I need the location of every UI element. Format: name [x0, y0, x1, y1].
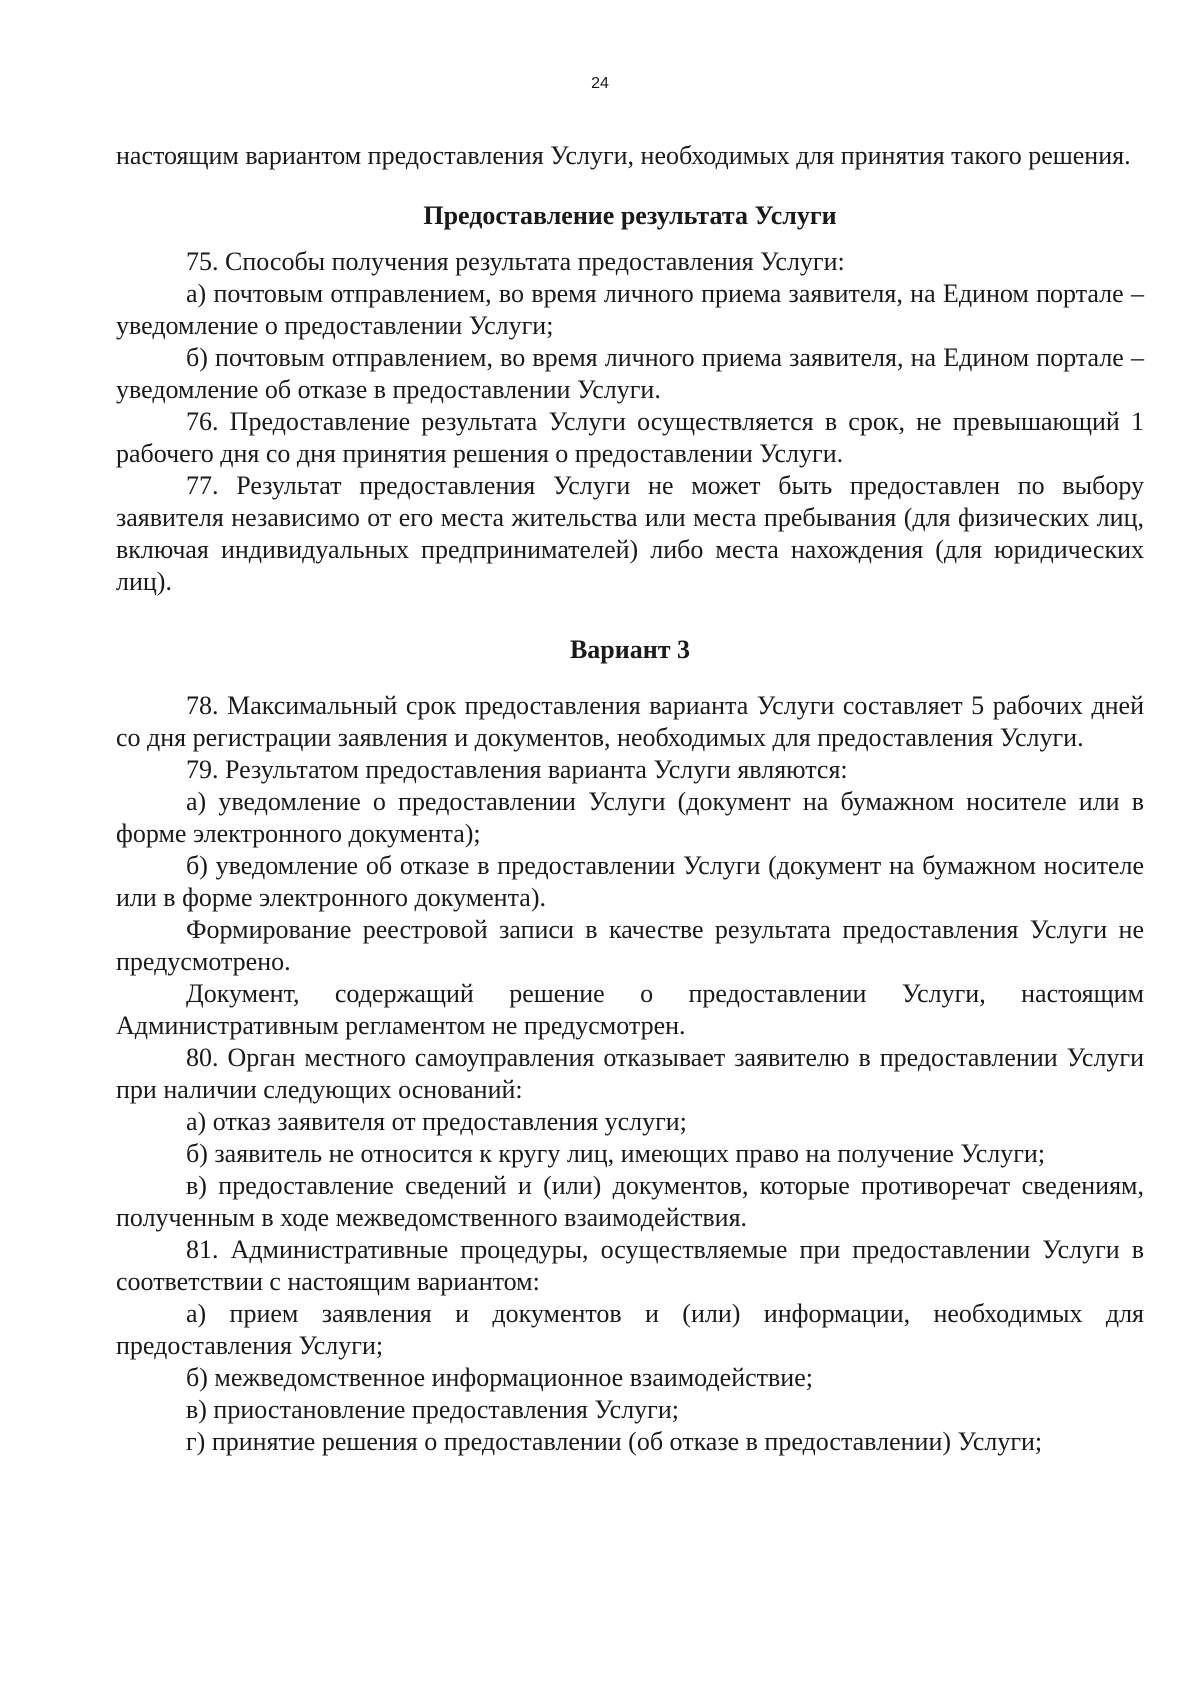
- paragraph-80-b: б) заявитель не относится к кругу лиц, имеющих право на получение Услуги;: [186, 1139, 1046, 1168]
- paragraph-79-b: б) уведомление об отказе в предоставлении Услуги (документ на бумажном носителе или в форме электронного документа).: [116, 851, 1144, 912]
- paragraph-78: 78. Максимальный срок предоставления варианта Услуги составляет 5 рабочих дней со дня регистрации заявления и документов, необходимых для предоставления Услуги.: [116, 691, 1144, 752]
- page-number: 24: [591, 75, 609, 92]
- paragraph-80: 80. Орган местного самоуправления отказывает заявителю в предоставлении Услуги при наличии следующих оснований:: [116, 1043, 1144, 1104]
- paragraph-registry-record: Формирование реестровой записи в качестве результата предоставления Услуги не предусмотрено.: [116, 915, 1144, 976]
- section-heading-result: Предоставление результата Услуги: [423, 201, 837, 230]
- section-heading-variant-3: Вариант 3: [569, 635, 691, 664]
- paragraph-75-a: а) почтовым отправлением, во время личного приема заявителя, на Едином портале – уведомление о предоставлении Услуги;: [116, 279, 1144, 340]
- paragraph-81-b: б) межведомственное информационное взаимодействие;: [186, 1363, 813, 1392]
- paragraph-81: 81. Административные процедуры, осуществляемые при предоставлении Услуги в соответствии с настоящим вариантом:: [116, 1235, 1144, 1296]
- paragraph-77: 77. Результат предоставления Услуги не может быть предоставлен по выбору заявителя независимо от его места жительства или места пребывания (для физических лиц, включая индивидуальных предпринимателей) либо места нахождения (для юридических лиц).: [116, 471, 1144, 596]
- paragraph-81-c: в) приостановление предоставления Услуги;: [186, 1395, 679, 1424]
- paragraph-decision-document: Документ, содержащий решение о предоставлении Услуги, настоящим Административным регламентом не предусмотрен.: [116, 979, 1144, 1040]
- paragraph-75-b: б) почтовым отправлением, во время личного приема заявителя, на Едином портале – уведомление об отказе в предоставлении Услуги.: [116, 343, 1144, 404]
- paragraph-81-d: г) принятие решения о предоставлении (об отказе в предоставлении) Услуги;: [186, 1427, 1043, 1456]
- paragraph-81-a: а) прием заявления и документов и (или) информации, необходимых для предоставления Услуги;: [116, 1299, 1144, 1360]
- paragraph-76: 76. Предоставление результата Услуги осуществляется в срок, не превышающий 1 рабочего дня со дня принятия решения о предоставлении Услуги.: [116, 407, 1144, 468]
- paragraph-80-c: в) предоставление сведений и (или) документов, которые противоречат сведениям, полученным в ходе межведомственного взаимодействия.: [116, 1171, 1144, 1232]
- paragraph-79-a: а) уведомление о предоставлении Услуги (документ на бумажном носителе или в форме электронного документа);: [116, 787, 1144, 848]
- document-body: [116, 140, 1144, 1458]
- paragraph-continuation: настоящим вариантом предоставления Услуги, необходимых для принятия такого решения.: [116, 141, 1131, 170]
- paragraph-75: 75. Способы получения результата предоставления Услуги:: [186, 247, 845, 276]
- paragraph-79: 79. Результатом предоставления варианта Услуги являются:: [186, 755, 848, 784]
- paragraph-80-a: а) отказ заявителя от предоставления услуги;: [186, 1107, 687, 1136]
